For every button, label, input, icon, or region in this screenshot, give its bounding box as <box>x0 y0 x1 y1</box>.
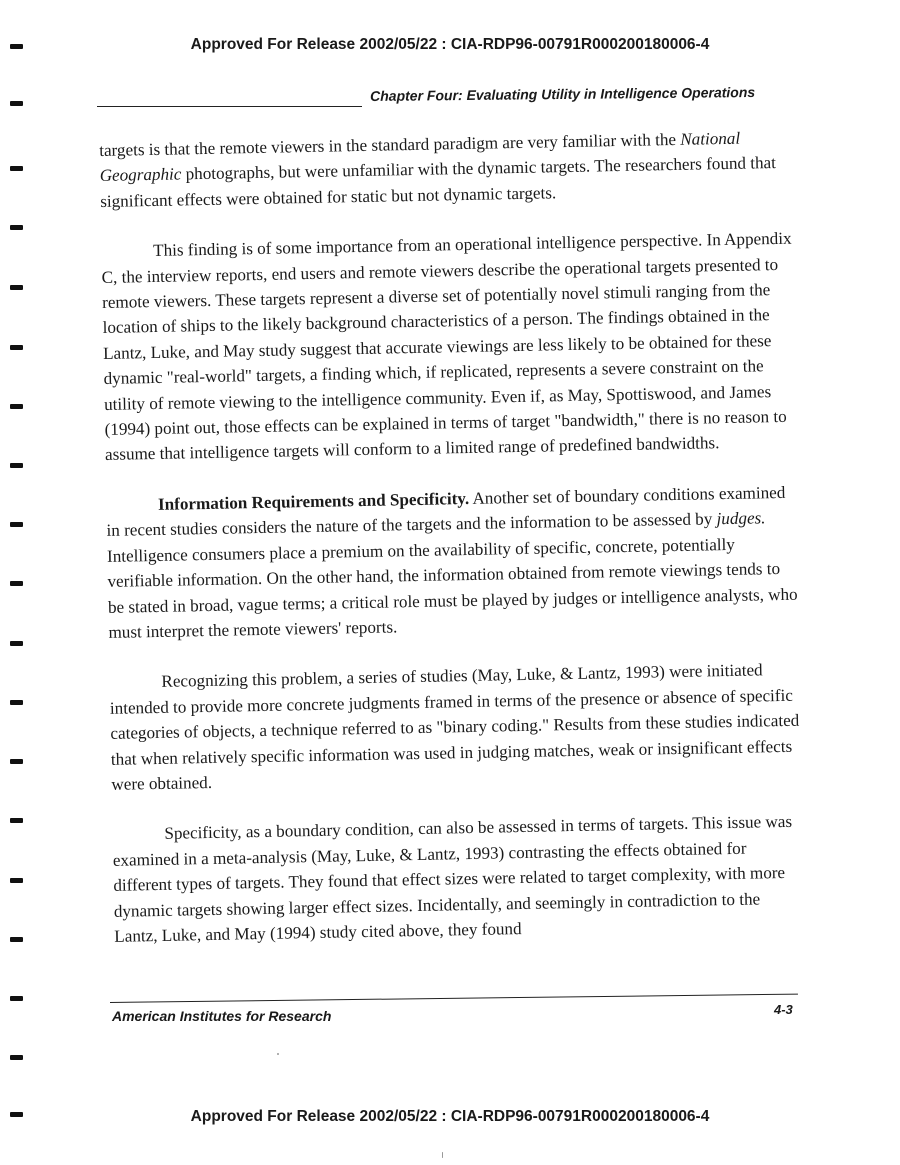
page-number: 4-3 <box>774 1002 793 1017</box>
body-text <box>99 125 806 950</box>
scan-mark <box>10 463 23 468</box>
header-rule <box>97 106 362 107</box>
release-header: Approved For Release 2002/05/22 : CIA-RDP96-00791R000200180006-4 <box>190 36 710 53</box>
publication-title: National Geographic <box>99 128 741 186</box>
scan-mark <box>10 404 23 409</box>
scan-mark <box>10 1055 23 1060</box>
paragraph-continuation <box>99 125 792 214</box>
paragraph-text: photographs, but were unfamiliar with the dynamic targets. The researchers found that significant effects were obtained for static but not dynamic targets. <box>100 153 777 211</box>
scan-mark <box>10 522 23 527</box>
scan-speck <box>442 1152 443 1158</box>
paragraph: Recognizing this problem, a series of studies (May, Luke, & Lantz, 1993) were initiated intended to provide more concrete judgments framed in terms of the presence or absence of specific categories of objects, a technique referred to as "binary coding." Results from these studies indicated that when relatively specific information was used in judging matches, weak or insignificant effects were obtained. <box>109 660 800 794</box>
scan-mark <box>10 345 23 350</box>
scan-mark <box>10 44 23 49</box>
chapter-header: Chapter Four: Evaluating Utility in Intelligence Operations <box>370 83 756 104</box>
paragraph-text: Intelligence consumers place a premium on the availability of specific, concrete, potentially verifiable information. On the other hand, the information obtained from remote viewings tends to be stated in broad, vague terms; a critical role must be played by judges or intelligence analysts, who must interpret the remote viewers' reports. <box>106 534 798 642</box>
scan-mark <box>10 581 23 586</box>
scan-mark <box>10 641 23 646</box>
release-footer: Approved For Release 2002/05/22 : CIA-RDP96-00791R000200180006-4 <box>190 1108 710 1125</box>
scan-mark <box>10 759 23 764</box>
scan-mark <box>10 818 23 823</box>
scan-mark <box>10 1112 23 1117</box>
scan-mark <box>10 996 23 1001</box>
section-heading: Information Requirements and Specificity. <box>157 488 470 514</box>
scan-mark <box>10 225 23 230</box>
paragraph: This finding is of some importance from an operational intelligence perspective. In Appendix C, the interview reports, end users and remote viewers describe the operational targets presented to remote viewers. These targets represent a diverse set of potentially novel stimuli ranging from the location of ships to the likely background characteristics of a person. The findings obtained in the Lantz, Luke, and May study suggest that accurate viewings are less likely to be obtained for these dynamic "real-world" targets, a finding which, if replicated, represents a severe constraint on the utility of remote viewing to the intelligence community. Even if, as May, Spottiswood, and James (1994) point out, those effects can be explained in terms of target "bandwidth," there is no reason to assume that intelligence targets will conform to a limited range of predefined bandwidths. <box>101 228 792 465</box>
paragraph-text: targets is that the remote viewers in the standard paradigm are very familiar with the <box>99 129 681 160</box>
scan-mark <box>10 937 23 942</box>
paragraph: Specificity, as a boundary condition, can also be assessed in terms of targets. This issue was examined in a meta-analysis (May, Luke, & Lantz, 1993) contrasting the effects obtained for different types of targets. They found that effect sizes were related to target complexity, with more dynamic targets showing larger effect sizes. Incidentally, and seemingly in contradiction to the Lantz, Luke, and May (1994) study cited above, they found <box>112 812 793 946</box>
scan-speck <box>277 1053 279 1055</box>
scan-mark <box>10 285 23 290</box>
scan-mark <box>10 166 23 171</box>
footer-organization: American Institutes for Research <box>112 1008 332 1024</box>
scan-mark <box>10 101 23 106</box>
scan-mark <box>10 700 23 705</box>
paragraph-specificity <box>106 480 801 646</box>
scan-mark <box>10 878 23 883</box>
paragraph-text: Another set of boundary conditions examined in recent studies considers the nature of the targets and the information to be assessed by <box>106 482 786 541</box>
footer-rule <box>110 994 798 1003</box>
emphasis-text: judges. <box>716 508 766 529</box>
